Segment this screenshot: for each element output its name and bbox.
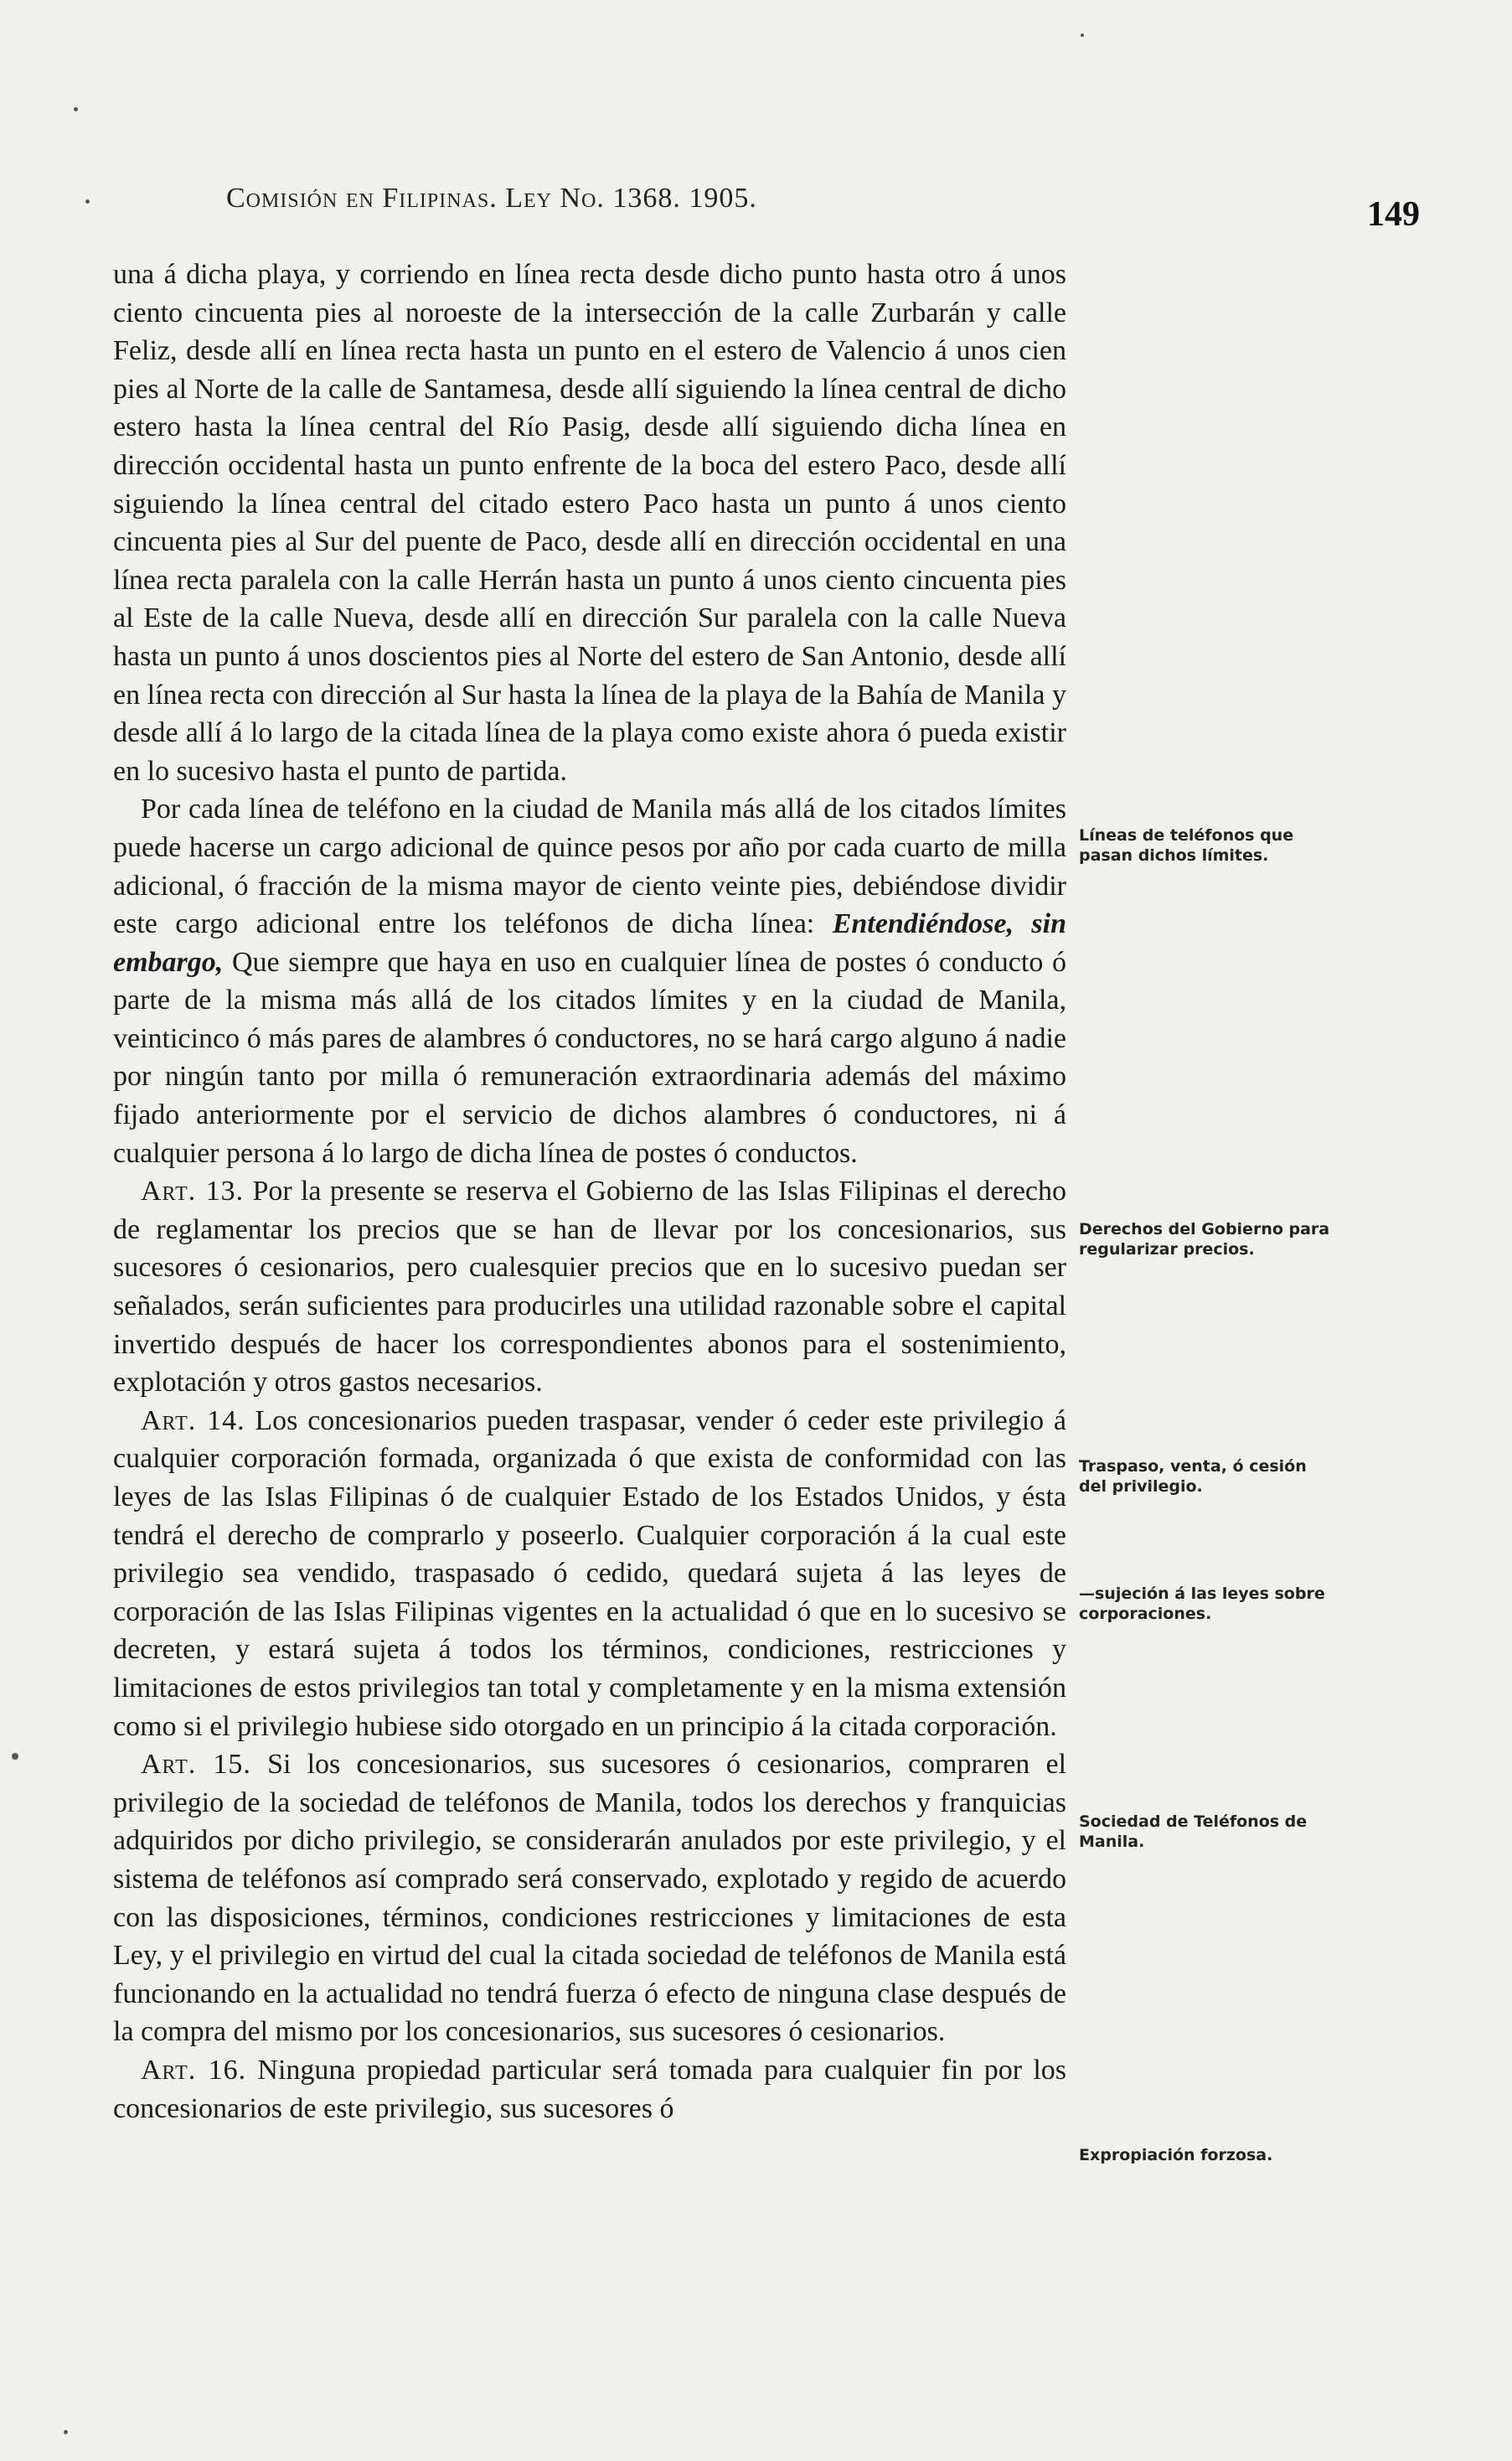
scan-speck <box>85 199 90 204</box>
article-text: Ninguna propiedad particular será tomada para cualquier fin por los concesionarios de este privilegio, sus sucesores ó <box>113 2054 1067 2124</box>
side-note-sociedad: Sociedad de Teléfonos de Manila. <box>1079 1812 1308 1851</box>
side-note-expropiacion: Expropiación forzosa. <box>1079 2146 1273 2164</box>
article-16 <box>113 2051 1066 2128</box>
article-13 <box>113 1172 1066 1402</box>
side-note-traspaso: Traspaso, venta, ó cesión del privilegio. <box>1079 1457 1307 1496</box>
paragraph-text: Que siempre que haya en uso en cualquier línea de postes ó conducto ó parte de la misma más allá de los citados límites y en la ciudad de Manila, veinticinco ó más pares de alambres ó conductores, no se hará cargo alguno á nadie por ningún tanto por milla ó remuneración extraordinaria además del máximo fijado anteriormente por el servicio de dichos alambres ó conductores, ni á cualquier persona á lo largo de dicha línea de postes ó conductos. <box>113 946 1066 1169</box>
side-note-derechos: Derechos del Gobierno para regularizar precios. <box>1079 1220 1330 1259</box>
article-label: Art. 14. <box>141 1404 245 1436</box>
article-text: Por la presente se reserva el Gobierno de las Islas Filipinas el derecho de reglamentar los precios que se han de llevar por los concesionarios, sus sucesores ó cesionarios, pero cualesquier precios que en lo sucesivo puedan ser señalados, serán suficientes para producirles una utilidad razonable sobre el capital invertido después de hacer los correspondientes abonos para el sostenimiento, explotación y otros gastos necesarios. <box>113 1176 1067 1399</box>
page-number: 149 <box>1367 195 1420 234</box>
body-text <box>113 256 1066 2128</box>
running-head: Comisión en Filipinas. Ley No. 1368. 1905. <box>226 183 757 214</box>
article-14 <box>113 1402 1066 1745</box>
article-label: Art. 16. <box>141 2054 247 2086</box>
scan-speck <box>1081 34 1084 37</box>
article-text: Los concesionarios pueden traspasar, vender ó ceder este privilegio á cualquier corporación formada, organizada ó que exista de conformidad con las leyes de las Islas Filipinas ó de cualquier Estado de los Estados Unidos, y ésta tendrá el derecho de comprarlo y poseerlo. Cualquier corporación á la cual este privilegio sea vendido, traspasado ó cedido, quedará sujeta á las leyes de corporación de las Islas Filipinas vigentes en la actualidad ó que en lo sucesivo se decreten, y estará sujeta á todos los términos, condiciones, restricciones y limitaciones de estos privilegios tan total y completamente y en la misma extensión como si el privilegio hubiese sido otorgado en un principio á la citada corporación. <box>113 1404 1067 1742</box>
paragraph-additional-charge <box>113 790 1066 1172</box>
side-note-sujecion: —sujeción á las leyes sobre corporaciones. <box>1079 1585 1325 1623</box>
scan-speck <box>74 107 78 111</box>
article-label: Art. 13. <box>141 1176 245 1207</box>
article-text: Si los concesionarios, sus sucesores ó cesionarios, compraren el privilegio de la sociedad de teléfonos de Manila, todos los derechos y franquicias adquiridos por dicho privilegio, se considerarán anulados por este privilegio, y el sistema de teléfonos así comprado será conservado, explotado y regido de acuerdo con las disposiciones, términos, condiciones restricciones y limitaciones de esta Ley, y el privilegio en virtud del cual la citada sociedad de teléfonos de Manila está funcionando en la actualidad no tendrá fuerza ó efecto de ninguna clase después de la compra del mismo por los concesionarios, sus sucesores ó cesionarios. <box>113 1749 1066 2048</box>
proviso-emphasis: Entendiéndose, sin embargo, <box>113 908 1067 978</box>
side-note-lineas: Líneas de teléfonos que pasan dichos límites. <box>1079 826 1294 865</box>
article-label: Art. 15. <box>141 1749 251 1781</box>
paragraph-text: Por cada línea de teléfono en la ciudad de Manila más allá de los citados límites puede hacerse un cargo adicional de quince pesos por año por cada cuarto de milla adicional, ó fracción de la misma mayor de ciento veinte pies, debiéndose dividir este cargo adicional entre los teléfonos de dicha línea: <box>113 794 1066 940</box>
paragraph-boundary-description: una á dicha playa, y corriendo en línea recta desde dicho punto hasta otro á unos ciento cincuenta pies al noroeste de la intersección de la calle Zurbarán y calle Feliz, desde allí en línea recta hasta un punto en el estero de Valencio á unos cien pies al Norte de la calle de Santamesa, desde allí siguiendo la línea central de dicho estero hasta la línea central del Río Pasig, desde allí siguiendo dicha línea en dirección occidental hasta un punto enfrente de la boca del estero Paco, desde allí siguiendo la línea central del citado estero Paco hasta un punto á unos ciento cincuenta pies al Sur del puente de Paco, desde allí en dirección occidental en una línea recta paralela con la calle Herrán hasta un punto á unos ciento cincuenta pies al Este de la calle Nueva, desde allí en dirección Sur paralela con la calle Nueva hasta un punto á unos doscientos pies al Norte del estero de San Antonio, desde allí en línea recta con dirección al Sur hasta la línea de la playa de la Bahía de Manila y desde allí á lo largo de la citada línea de la playa como existe ahora ó pueda existir en lo sucesivo hasta el punto de partida. <box>113 259 1066 787</box>
scan-speck <box>64 2430 68 2434</box>
article-15 <box>113 1745 1066 2051</box>
scan-speck <box>12 1753 18 1760</box>
